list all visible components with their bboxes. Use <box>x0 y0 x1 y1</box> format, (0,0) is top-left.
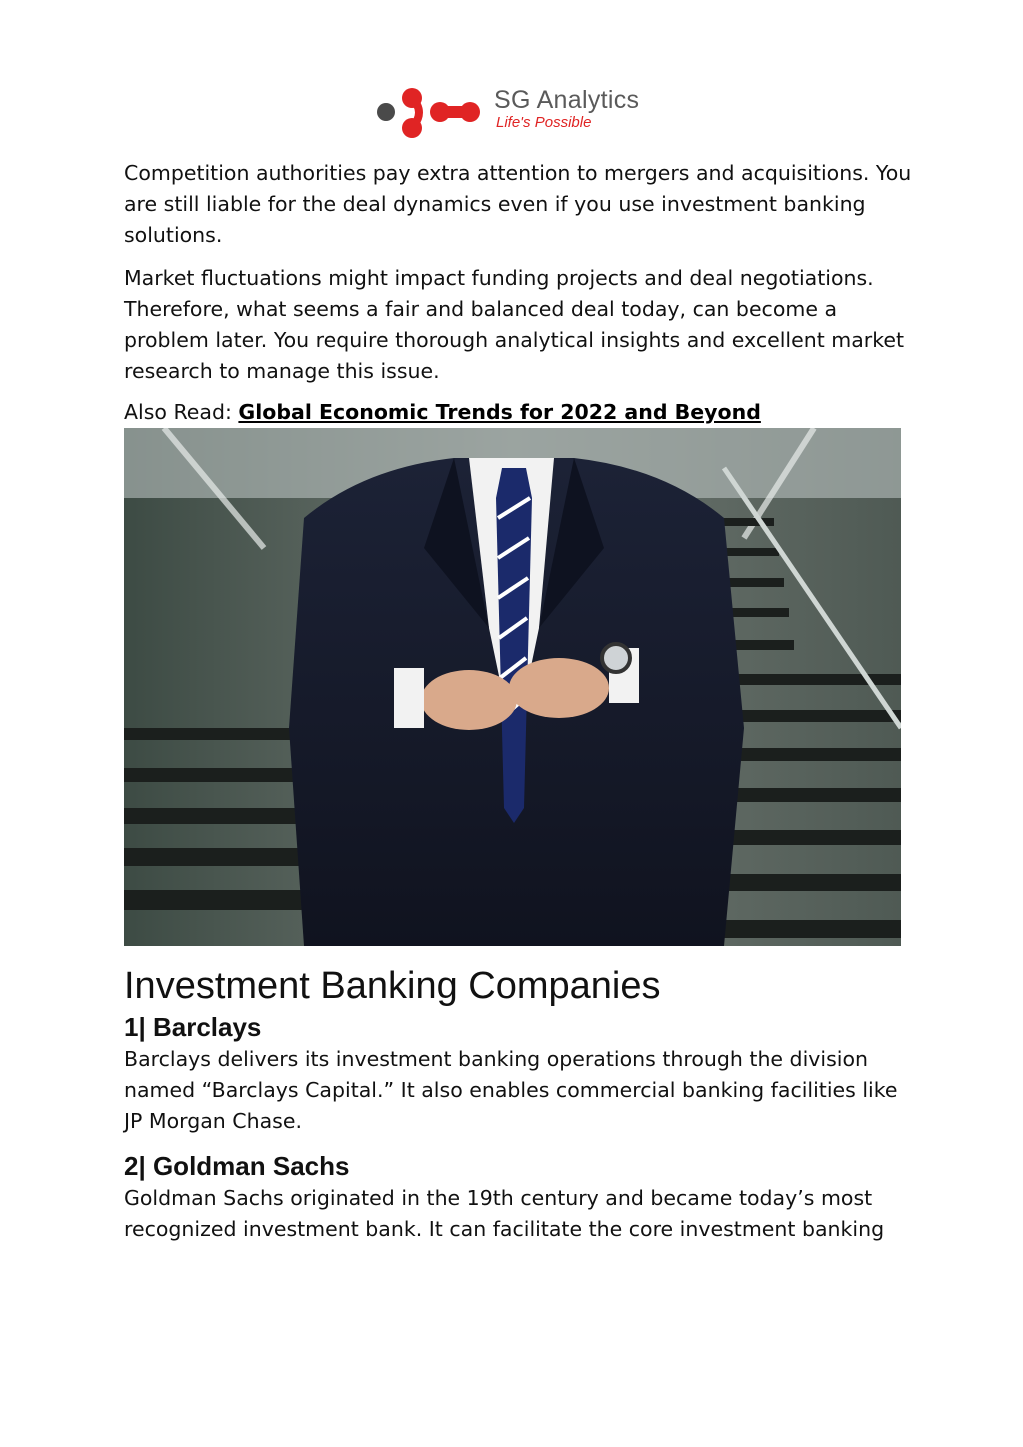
company-text-goldman: Goldman Sachs originated in the 19th century and became today’s most recognized investment bank. It can facilitate the core investment banking <box>124 1186 885 1241</box>
brand-tagline: Life's Possible <box>496 114 592 131</box>
document-content <box>124 158 914 1245</box>
businessman-photo <box>124 428 901 946</box>
sg-analytics-logo <box>374 76 674 144</box>
company-heading-goldman: 2| Goldman Sachs <box>124 1151 350 1181</box>
section-title: Investment Banking Companies <box>124 965 661 1007</box>
also-read-prefix: Also Read: <box>124 400 239 424</box>
company-heading-barclays: 1| Barclays <box>124 1012 262 1042</box>
brand-name: SG Analytics <box>494 86 640 114</box>
company-text-barclays: Barclays delivers its investment banking operations through the division named “Barclays Capital.” It also enables commercial banking facilities like JP Morgan Chase. <box>124 1047 898 1133</box>
logo-mark-icon <box>374 76 494 144</box>
also-read-link[interactable]: Global Economic Trends for 2022 and Beyond <box>238 400 761 424</box>
also-read <box>124 397 914 428</box>
paragraph-market: Market fluctuations might impact funding projects and deal negotiations. Therefore, what seems a fair and balanced deal today, can become a problem later. You require thorough analytical insights and excellent market research to manage this issue. <box>124 266 905 383</box>
paragraph-competition: Competition authorities pay extra attention to mergers and acquisitions. You are still liable for the deal dynamics even if you use investment banking solutions. <box>124 161 912 247</box>
